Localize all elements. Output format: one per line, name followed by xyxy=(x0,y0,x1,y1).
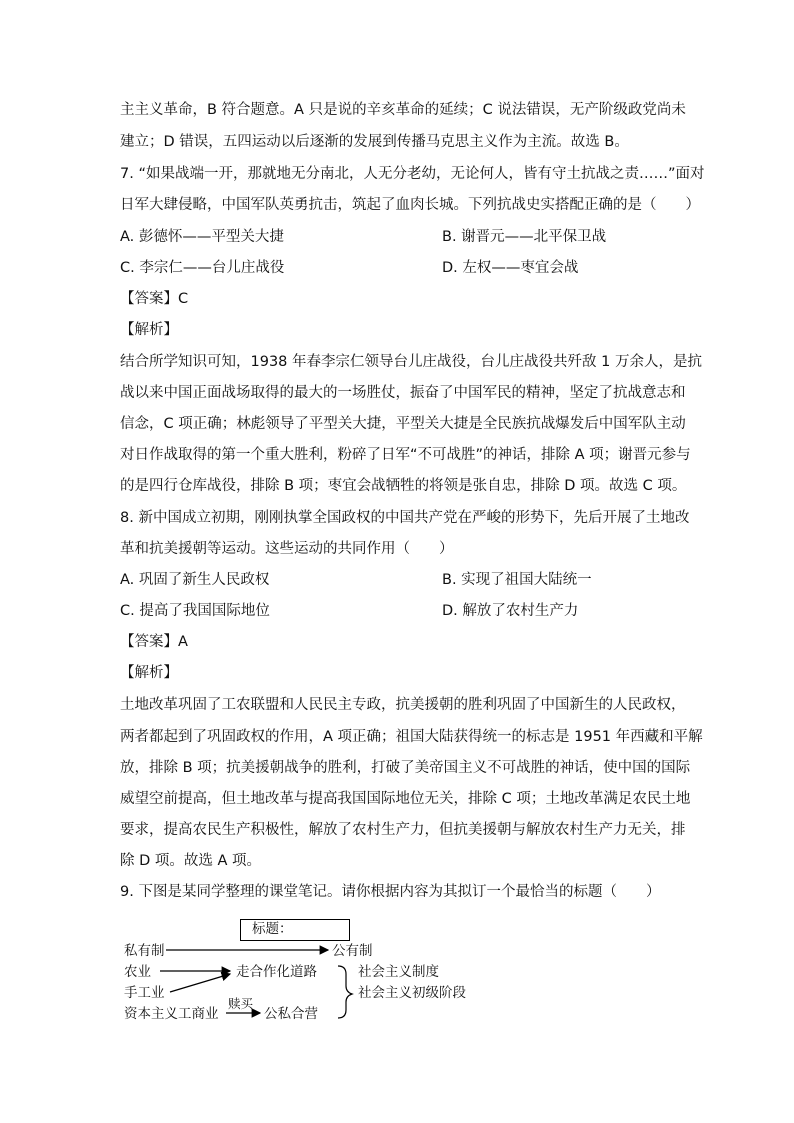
q8-stem-line-1: 8. 新中国成立初期，刚刚执掌全国政权的中国共产党在严峻的形势下，先后开展了土地改 xyxy=(120,510,690,526)
label-redeem: 赎买 xyxy=(228,996,254,1011)
q7-answer: 【答案】C xyxy=(120,291,189,307)
q8-analysis-line-2: 两者都起到了巩固政权的作用，A 项正确；祖国大陆获得统一的标志是 1951 年西藏和平解 xyxy=(120,729,703,745)
q8-analysis-line-3: 放，排除 B 项；抗美援朝战争的胜利，打破了美帝国主义不可战胜的神话，使中国的国际 xyxy=(120,760,691,776)
diagram-bracket xyxy=(338,966,352,1018)
q7-analysis-line-2: 战以来中国正面战场取得的最大的一场胜仗，振奋了中国军民的精神，坚定了抗战意志和 xyxy=(120,385,686,401)
label-public: 公有制 xyxy=(332,943,373,959)
q7-option-c[interactable]: C. 李宗仁——台儿庄战役 xyxy=(120,260,285,276)
prev-analysis-line-2: 建立；D 错误，五四运动以后逐渐的发展到传播马克思主义作为主流。故选 B。 xyxy=(120,134,629,150)
q7-stem-line-1: 7. “如果战端一开，那就地无分南北，人无分老幼，无论何人，皆有守土抗战之责……”面对 xyxy=(120,166,705,182)
prev-analysis-line-1: 主主义革命，B 符合题意。A 只是说的辛亥革命的延续；C 说法错误，无产阶级政党尚未 xyxy=(120,102,686,118)
q7-analysis-line-1: 结合所学知识可知，1938 年春李宗仁领导台儿庄战役，台儿庄战役共歼敌 1 万余人，是抗 xyxy=(120,354,702,370)
q8-analysis-line-6: 除 D 项。故选 A 项。 xyxy=(120,853,262,869)
q8-answer: 【答案】A xyxy=(120,634,188,650)
label-handicraft: 手工业 xyxy=(124,985,165,1001)
arrow-handicraft-to-cooperative xyxy=(170,974,230,992)
label-private: 私有制 xyxy=(124,943,165,959)
q7-option-d[interactable]: D. 左权——枣宜会战 xyxy=(442,260,579,276)
label-joint: 公私合营 xyxy=(264,1006,318,1022)
q9-notes-diagram xyxy=(120,916,540,1026)
label-agriculture: 农业 xyxy=(124,964,151,980)
q7-analysis-label: 【解析】 xyxy=(120,322,178,338)
q7-analysis-line-5: 的是四行仓库战役，排除 B 项；枣宜会战牺牲的将领是张自忠，排除 D 项。故选 C 项。 xyxy=(120,478,687,494)
label-capitalist: 资本主义工商业 xyxy=(124,1006,219,1022)
q8-option-d[interactable]: D. 解放了农村生产力 xyxy=(442,603,579,619)
q8-option-b[interactable]: B. 实现了祖国大陆统一 xyxy=(442,572,592,588)
label-cooperative: 走合作化道路 xyxy=(236,964,317,980)
title-box-label: 标题： xyxy=(252,921,293,937)
q9-stem: 9. 下图是某同学整理的课堂笔记。请你根据内容为其拟订一个最恰当的标题（ ） xyxy=(120,884,661,900)
q8-analysis-line-1: 土地改革巩固了工农联盟和人民民主专政，抗美援朝的胜利巩固了中国新生的人民政权， xyxy=(120,697,686,713)
q7-analysis-line-3: 信念，C 项正确；林彪领导了平型关大捷，平型关大捷是全民族抗战爆发后中国军队主动 xyxy=(120,416,686,432)
q7-option-b[interactable]: B. 谢晋元——北平保卫战 xyxy=(442,229,607,245)
q8-analysis-line-5: 要求，提高农民生产积极性，解放了农村生产力，但抗美援朝与解放农村生产力无关，排 xyxy=(120,822,686,838)
label-socialist-system: 社会主义制度 xyxy=(358,964,439,980)
q8-option-a[interactable]: A. 巩固了新生人民政权 xyxy=(120,572,270,588)
q8-option-c[interactable]: C. 提高了我国国际地位 xyxy=(120,603,270,619)
q8-analysis-line-4: 威望空前提高，但土地改革与提高我国国际地位无关，排除 C 项；土地改革满足农民土地 xyxy=(120,791,691,807)
q7-stem-line-2: 日军大肆侵略，中国军队英勇抗击，筑起了血肉长城。下列抗战史实搭配正确的是（ ） xyxy=(120,197,700,213)
label-primary-stage: 社会主义初级阶段 xyxy=(358,985,466,1001)
q7-option-a[interactable]: A. 彭德怀——平型关大捷 xyxy=(120,229,284,245)
q8-stem-line-2: 革和抗美援朝等运动。这些运动的共同作用（ ） xyxy=(120,541,454,557)
q7-analysis-line-4: 对日作战取得的第一个重大胜利，粉碎了日军“不可战胜”的神话，排除 A 项；谢晋元参与 xyxy=(120,447,691,463)
q8-analysis-label: 【解析】 xyxy=(120,665,178,681)
